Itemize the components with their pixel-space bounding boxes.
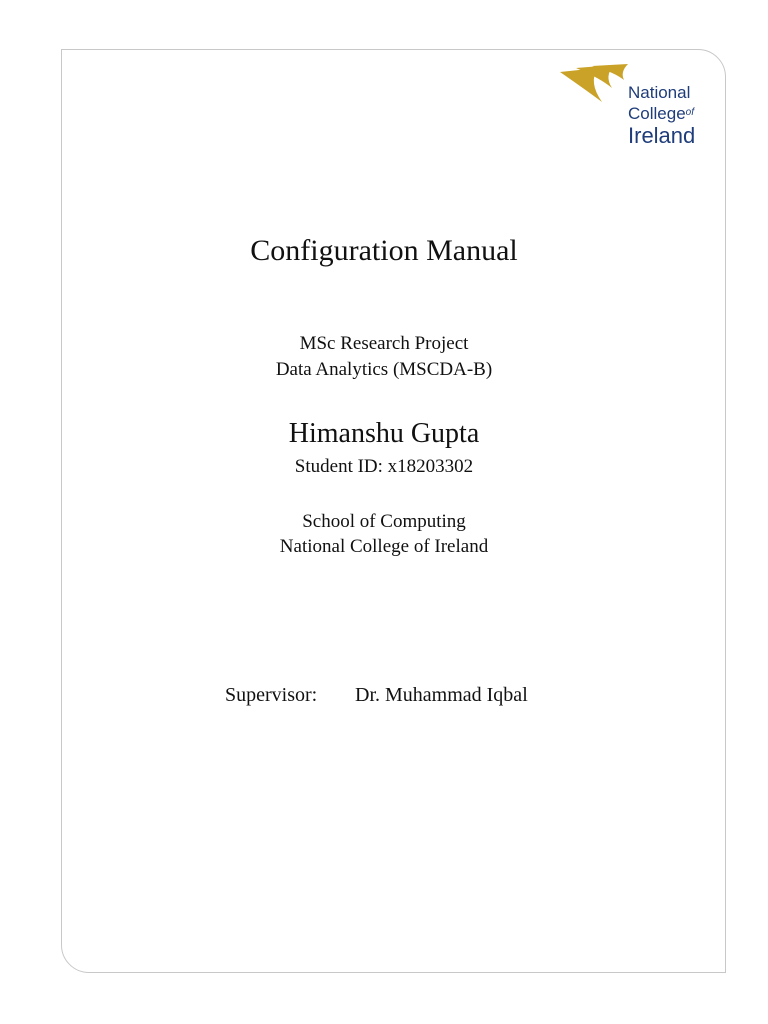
- document-title: Configuration Manual: [250, 234, 518, 267]
- program-line2: Data Analytics (MSCDA-B): [275, 359, 493, 380]
- program-line1: MSc Research Project: [299, 333, 469, 354]
- logo-of-text: of: [685, 107, 694, 118]
- school-line1: School of Computing: [302, 511, 466, 532]
- program-block: [0, 331, 768, 383]
- logo-line-ireland: Ireland: [628, 123, 696, 148]
- logo-college-text: College: [628, 104, 686, 123]
- supervisor-label: Supervisor:: [225, 684, 318, 706]
- school-block: [0, 509, 768, 559]
- supervisor-row: [225, 684, 528, 707]
- supervisor-name: Dr. Muhammad Iqbal: [355, 684, 528, 706]
- logo-wordmark: [628, 84, 695, 147]
- author-name: Himanshu Gupta: [288, 418, 480, 449]
- college-logo: [558, 62, 718, 152]
- student-id: Student ID: x18203302: [294, 456, 474, 477]
- school-line2: National College of Ireland: [279, 536, 489, 557]
- logo-line-national: National: [628, 83, 691, 102]
- swoosh-icon: [558, 62, 628, 112]
- logo-line-college: [628, 105, 695, 125]
